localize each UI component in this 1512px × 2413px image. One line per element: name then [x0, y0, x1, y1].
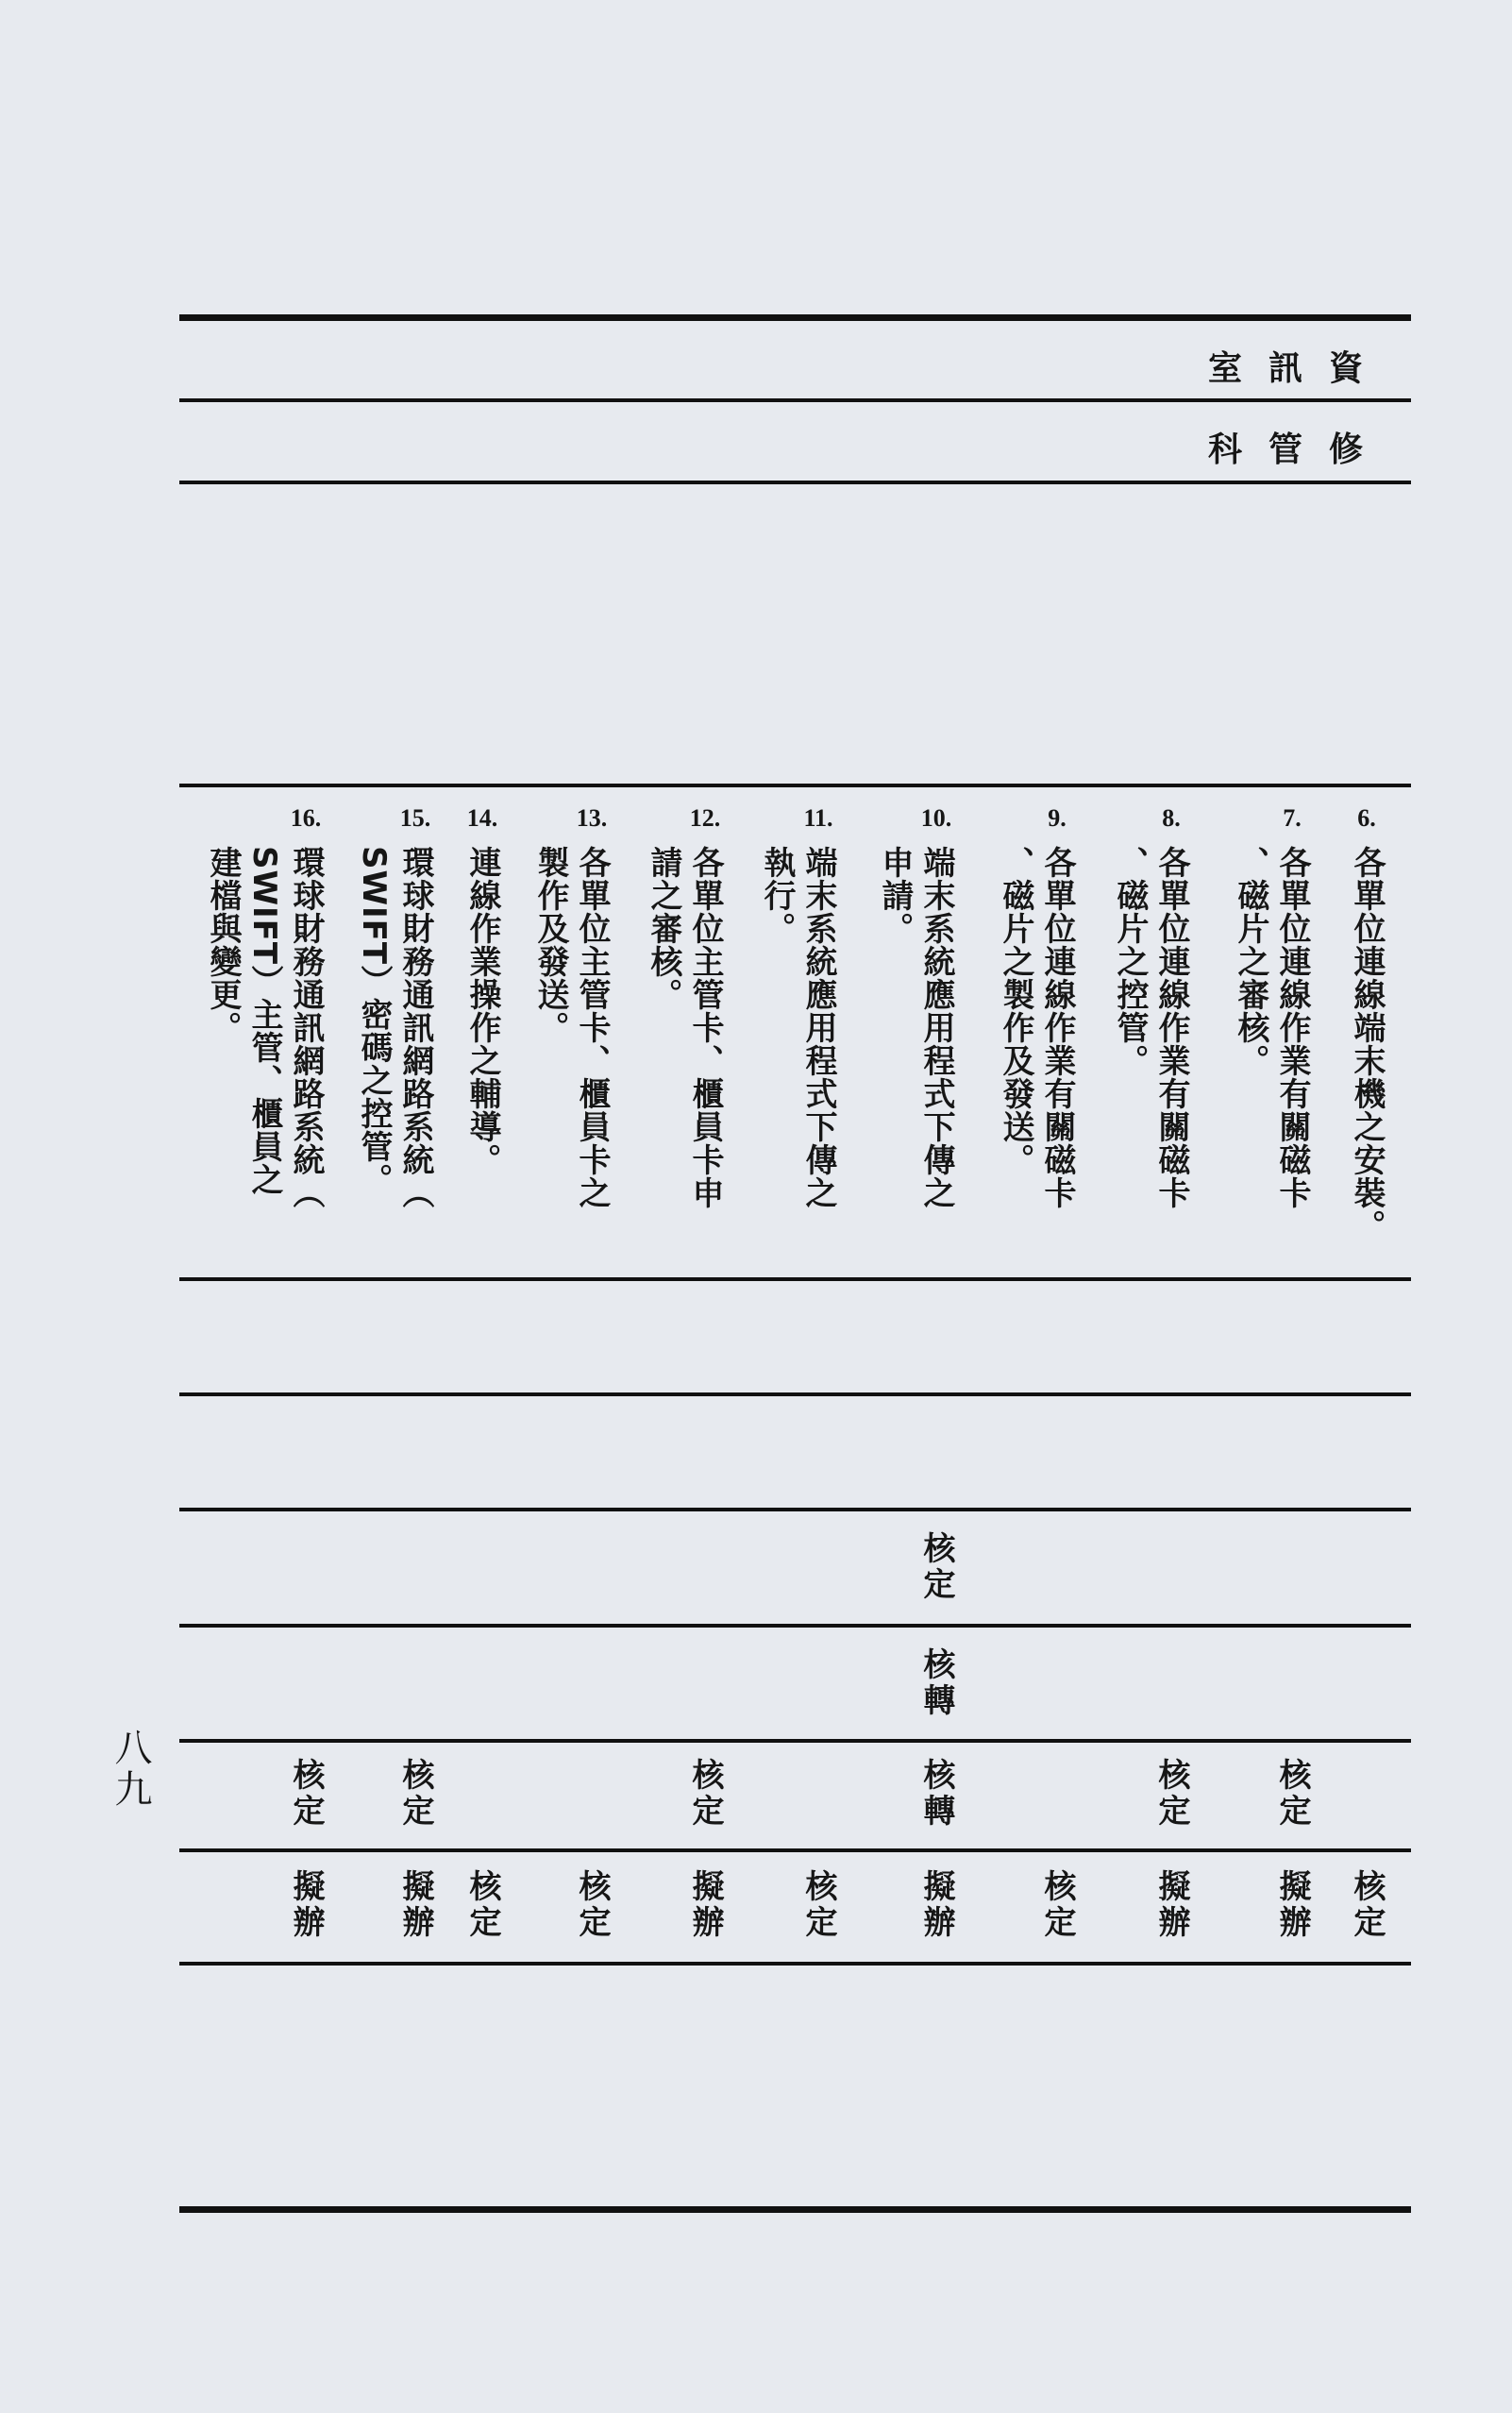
item-line: 、磁片之製作及發送。 — [997, 846, 1034, 1176]
page-number: 八九 — [109, 1728, 152, 1811]
rule — [179, 784, 1411, 787]
item-number: 15. — [399, 804, 431, 832]
item-line: 環球財務通訊網路系統（ — [287, 846, 325, 1209]
approval-cell: 核轉 — [917, 1647, 955, 1719]
item-line: SWIFT）主管、櫃員之 — [245, 846, 283, 1197]
rule — [179, 1277, 1411, 1281]
item-line: 連線作業操作之輔導。 — [463, 846, 501, 1176]
item-line: 各單位主管卡、櫃員卡之 — [573, 846, 611, 1209]
rule — [179, 1624, 1411, 1628]
approval-cell: 擬辦 — [396, 1869, 434, 1941]
approval-cell: 擬辦 — [287, 1869, 325, 1941]
item-number: 9. — [1048, 804, 1067, 832]
item-text — [1230, 846, 1313, 1209]
item-line: 、磁片之控管。 — [1111, 846, 1149, 1077]
header-section: 修管科 — [1207, 430, 1389, 469]
item-line: 端末系統應用程式下傳之 — [917, 846, 955, 1209]
item-text — [202, 846, 327, 1209]
approval-cell: 核定 — [1273, 1758, 1311, 1830]
item-number: 13. — [576, 804, 608, 832]
approval-cell: 核定 — [917, 1531, 955, 1603]
rule — [179, 1962, 1411, 1966]
item-text — [353, 846, 436, 1209]
approval-cell: 核定 — [1038, 1869, 1076, 1941]
item-text — [1109, 846, 1192, 1209]
approval-cell: 核定 — [686, 1758, 724, 1830]
item-line: 執行。 — [758, 846, 796, 945]
rule — [179, 1848, 1411, 1852]
rule — [179, 481, 1411, 484]
approval-cell: 核定 — [1152, 1758, 1190, 1830]
item-number: 8. — [1162, 804, 1181, 832]
item-text — [995, 846, 1078, 1209]
item-line: SWIFT）密碼之控管。 — [355, 846, 393, 1197]
approval-cell: 核定 — [799, 1869, 837, 1941]
item-line: 請之審核。 — [645, 846, 682, 1011]
item-line: 各單位連線端末機之安裝。 — [1348, 846, 1386, 1242]
approval-cell: 核定 — [287, 1758, 325, 1830]
rule — [179, 1739, 1411, 1743]
item-text — [1346, 846, 1387, 1242]
bottom-rule — [179, 2206, 1411, 2213]
item-text — [643, 846, 726, 1209]
item-line: 各單位連線作業有關磁卡 — [1273, 846, 1311, 1209]
approval-cell: 擬辦 — [1273, 1869, 1311, 1941]
item-line: 端末系統應用程式下傳之 — [799, 846, 837, 1209]
item-line: 環球財務通訊網路系統（ — [396, 846, 434, 1209]
approval-cell: 核定 — [463, 1869, 501, 1941]
rule — [179, 1508, 1411, 1511]
item-text — [874, 846, 957, 1209]
item-text — [462, 846, 503, 1176]
item-number: 16. — [290, 804, 322, 832]
approval-cell: 擬辦 — [917, 1869, 955, 1941]
top-rule — [179, 314, 1411, 321]
item-line: 、磁片之審核。 — [1232, 846, 1269, 1077]
item-number: 11. — [803, 804, 833, 832]
item-number: 10. — [920, 804, 952, 832]
item-line: 製作及發送。 — [531, 846, 569, 1044]
approval-cell: 核定 — [573, 1869, 611, 1941]
header-unit: 資訊室 — [1207, 349, 1389, 388]
item-line: 各單位主管卡、櫃員卡申 — [686, 846, 724, 1209]
item-text — [529, 846, 613, 1209]
approval-cell: 核轉 — [917, 1758, 955, 1830]
approval-cell: 擬辦 — [1152, 1869, 1190, 1941]
item-line: 申請。 — [876, 846, 914, 945]
rule — [179, 398, 1411, 402]
item-number: 12. — [689, 804, 721, 832]
item-line: 建檔與變更。 — [204, 846, 242, 1044]
rule — [179, 1392, 1411, 1396]
approval-cell: 擬辦 — [686, 1869, 724, 1941]
item-line: 各單位連線作業有關磁卡 — [1038, 846, 1076, 1209]
item-line: 各單位連線作業有關磁卡 — [1152, 846, 1190, 1209]
item-number: 6. — [1357, 804, 1376, 832]
item-text — [756, 846, 839, 1209]
approval-cell: 核定 — [1348, 1869, 1386, 1941]
item-number: 7. — [1283, 804, 1302, 832]
approval-cell: 核定 — [396, 1758, 434, 1830]
item-number: 14. — [466, 804, 498, 832]
